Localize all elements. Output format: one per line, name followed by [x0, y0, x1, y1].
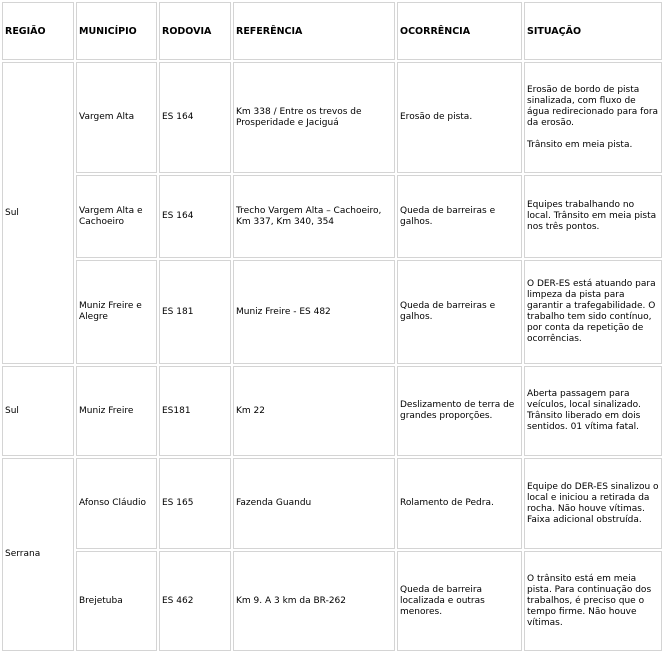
- situacao-cell: Equipes trabalhando no local. Trânsito em meia pista nos três pontos.: [524, 175, 662, 258]
- table-row: [2, 175, 662, 258]
- ocorrencia-cell: Erosão de pista.: [397, 62, 522, 173]
- rodovia-cell: ES 164: [159, 175, 231, 258]
- ocorrencia-cell: Queda de barreira localizada e outras menores.: [397, 551, 522, 651]
- region-cell: Sul: [2, 366, 74, 456]
- rodovia-cell: ES 462: [159, 551, 231, 651]
- table-row: [2, 366, 662, 456]
- ocorrencia-cell: Rolamento de Pedra.: [397, 458, 522, 549]
- referencia-cell: Km 9. A 3 km da BR-262: [233, 551, 395, 651]
- rodovia-cell: ES181: [159, 366, 231, 456]
- referencia-cell: Trecho Vargem Alta – Cachoeiro, Km 337, Km 340, 354: [233, 175, 395, 258]
- referencia-cell: Km 338 / Entre os trevos de Prosperidade e Jaciguá: [233, 62, 395, 173]
- referencia-cell: Fazenda Guandu: [233, 458, 395, 549]
- header-rodovia: RODOVIA: [159, 2, 231, 60]
- municipio-cell: Muniz Freire e Alegre: [76, 260, 157, 364]
- referencia-cell: Muniz Freire - ES 482: [233, 260, 395, 364]
- situacao-text: Erosão de bordo de pista sinalizada, com fluxo de água redirecionado para fora da erosão.: [527, 84, 659, 128]
- header-situacao: SITUAÇÃO: [524, 2, 662, 60]
- situacao-cell: Aberta passagem para veículos, local sinalizado. Trânsito liberado em dois sentidos. 01 vítima fatal.: [524, 366, 662, 456]
- rodovia-cell: ES 181: [159, 260, 231, 364]
- situacao-cell: O trânsito está em meia pista. Para continuação dos trabalhos, é preciso que o tempo firme. Não houve vítimas.: [524, 551, 662, 651]
- header-referencia: REFERÊNCIA: [233, 2, 395, 60]
- situacao-extra-text: Trânsito em meia pista.: [527, 139, 633, 150]
- table-row: [2, 260, 662, 364]
- rodovia-cell: ES 165: [159, 458, 231, 549]
- region-cell: Serrana: [2, 458, 74, 651]
- header-row: [2, 2, 662, 60]
- municipio-cell: Afonso Cláudio: [76, 458, 157, 549]
- municipio-cell: Vargem Alta: [76, 62, 157, 173]
- municipio-cell: Vargem Alta e Cachoeiro: [76, 175, 157, 258]
- situacao-cell: [524, 62, 662, 173]
- table-row: [2, 458, 662, 549]
- ocorrencia-cell: Queda de barreiras e galhos.: [397, 260, 522, 364]
- header-municipio: MUNICÍPIO: [76, 2, 157, 60]
- ocorrencia-cell: Deslizamento de terra de grandes proporções.: [397, 366, 522, 456]
- situacao-cell: O DER-ES está atuando para limpeza da pista para garantir a trafegabilidade. O trabalho tem sido contínuo, por conta da repetição de ocorrências.: [524, 260, 662, 364]
- region-cell: Sul: [2, 62, 74, 364]
- header-regiao: REGIÃO: [2, 2, 74, 60]
- table-row: [2, 551, 662, 651]
- table-row: [2, 62, 662, 173]
- ocorrencia-cell: Queda de barreiras e galhos.: [397, 175, 522, 258]
- referencia-cell: Km 22: [233, 366, 395, 456]
- header-ocorrencia: OCORRÊNCIA: [397, 2, 522, 60]
- situacao-cell: Equipe do DER-ES sinalizou o local e iniciou a retirada da rocha. Não houve vítimas. Faixa adicional obstruída.: [524, 458, 662, 549]
- municipio-cell: Brejetuba: [76, 551, 157, 651]
- rodovia-cell: ES 164: [159, 62, 231, 173]
- municipio-cell: Muniz Freire: [76, 366, 157, 456]
